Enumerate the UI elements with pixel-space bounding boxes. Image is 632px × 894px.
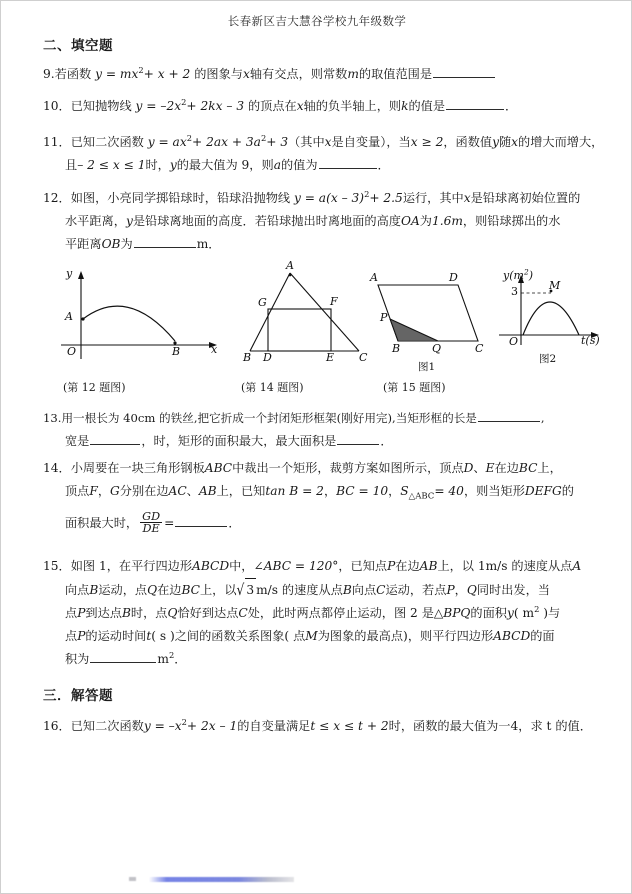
q13-line2-c: ． (380, 434, 393, 448)
q15-line5-b: m (157, 652, 169, 666)
figure-12-label-y: y (66, 267, 73, 280)
q15-line2-b: 运动，点 (98, 583, 148, 597)
q14-number: 14． (43, 461, 71, 475)
q11-var-a: a (273, 158, 281, 172)
q14-line2-d: 、 (186, 484, 199, 498)
q15-var-y: y (506, 606, 514, 620)
question-12 (43, 187, 598, 256)
q14-fraction-GD-DE (140, 511, 162, 536)
q11-cond1: x ≥ 2 (410, 135, 444, 149)
question-10 (43, 95, 588, 118)
figure-15b-name: 图2 (539, 353, 557, 365)
q15-text-a: 如图 1，在平行四边形 (70, 559, 193, 573)
q10-text-e: ． (505, 99, 518, 113)
q9-var-x: x (242, 67, 250, 81)
q14-line2-f: ， (323, 484, 337, 498)
q10-text-a: 已知抛物线 (70, 99, 132, 113)
q12-line2-c: 为 (419, 214, 432, 228)
q12-line3-b: 为 (120, 237, 133, 251)
q14-point-D: D (463, 461, 474, 475)
q9-answer-blank[interactable] (433, 65, 495, 78)
q12-line2-d: ，则铅球掷出的水 (462, 214, 561, 228)
q15-line5-c: ． (174, 652, 187, 666)
q13-text-a: 用一根长为 40cm 的铁丝,把它折成一个封闭矩形框架(刚好用完),当矩形框的长是 (61, 411, 477, 425)
q14-text-d: 在边 (494, 461, 519, 475)
q9-number: 9. (43, 67, 55, 81)
figure-14-label-B: B (243, 351, 252, 364)
figure-12-label-B: B (172, 345, 181, 358)
figure-15-label-D: D (449, 271, 458, 284)
q16-number: 16． (43, 719, 71, 733)
q11-var-x2: x (511, 135, 519, 149)
q15-seg-AB: AB (419, 559, 438, 573)
q16-formula: y = –x (143, 719, 182, 733)
q10-var-k: k (401, 99, 409, 113)
q12-formula-b: (x – 3) (326, 191, 365, 205)
figure-12-label-A: A (65, 310, 73, 323)
q11-line2-e: ． (377, 158, 390, 172)
q14-text-a: 小周要在一块三角形钢板 (70, 461, 205, 475)
q12-answer-blank[interactable] (134, 235, 196, 248)
q10-formula-exp: 2 (181, 96, 187, 107)
q14-triangle: ABC (204, 461, 233, 475)
figure-14-caption: (第 14 题图) (241, 381, 304, 394)
q12-seg-oa: OA (400, 214, 420, 228)
q14-tanB: tan B = 2 (265, 484, 324, 498)
q11-formula: y = ax (147, 135, 187, 149)
q10-text-c: 轴的负半轴上，则 (303, 99, 402, 113)
q11-var-y: y (492, 135, 499, 149)
q12-line2-a: 水平距离， (65, 214, 126, 228)
figure-14-label-D: D (263, 351, 272, 364)
figure-15-label-P: P (380, 311, 388, 324)
q11-text-e: 随 (498, 135, 512, 149)
q12-number: 12． (43, 191, 71, 205)
figure-question-15-fig2 (481, 263, 611, 373)
q15-ABCD2: ABCD (493, 629, 531, 643)
q15-text-c: ，已知点 (338, 559, 388, 573)
page-header: 长春新区吉大慧谷学校九年级数学 (227, 14, 407, 28)
q10-number: 10． (43, 99, 71, 113)
figure-15-caption: (第 15 题图) (383, 381, 446, 394)
figure-14-label-A: A (286, 259, 294, 272)
q15-line2-h: ， (454, 583, 467, 597)
figure-15-fig1-name: 图1 (418, 361, 436, 373)
q9-text-b: 的图象与 (194, 67, 243, 81)
q15-line3-g: 与 (547, 606, 561, 620)
figure-14-label-G: G (258, 296, 267, 309)
question-14 (43, 457, 603, 538)
q11-answer-blank[interactable] (319, 156, 377, 169)
question-15 (43, 555, 603, 671)
q14-BC-len: BC = 10 (336, 484, 389, 498)
q9-var-m: m (347, 67, 359, 81)
q12-value: 1.6m (431, 214, 463, 228)
figure-14-label-C: C (359, 351, 368, 364)
q11-formula-exp1: 2 (186, 132, 192, 143)
q10-text-b: 的顶点在 (247, 99, 297, 113)
q16-text-c: 时，函数的最大值为一4，求 t 的值． (388, 719, 592, 733)
q13-number: 13. (43, 411, 62, 425)
q12-formula-exp: 2 (364, 188, 370, 199)
q11-line2-b: 时， (145, 158, 170, 172)
q11-text-f: 的增大而增大， (518, 135, 604, 149)
q9-text-c: 轴有交点，则常数 (249, 67, 348, 81)
q14-text-b: 中裁出一个矩形，裁剪方案如图所示，顶点 (232, 461, 464, 475)
q11-text-d: ，函数值 (443, 135, 493, 149)
q15-line2-c: 在边 (157, 583, 182, 597)
figure-15-label-B: B (392, 342, 401, 355)
q15-line4-a: 点 (65, 629, 78, 643)
section-title-answer: 三．解答题 (43, 688, 113, 704)
section-title-fill-in-blank: 二、填空题 (43, 38, 113, 54)
q15-line3-f: 的面积 (470, 606, 507, 620)
q12-text-c: 是铅球离初始位置的 (470, 191, 581, 205)
q12-seg-ob: OB (101, 237, 121, 251)
q11-formula-exp2: 2 (260, 132, 267, 143)
q11-text-a: 已知二次函数 (70, 135, 144, 149)
q12-var-x: x (463, 191, 471, 205)
q14-line2-g: ， (388, 484, 401, 498)
q12-var-y: y (125, 214, 133, 228)
q15-text-e: 上，以 1m/s 的速度从点 (437, 559, 573, 573)
q15-line2-g: 运动，若点 (385, 583, 447, 597)
q14-point-G: G (110, 484, 120, 498)
q12-line2-b: 是铅球离地面的高度．若铅球抛出时离地面的高度 (132, 214, 401, 228)
figure-12-label-x: x (211, 343, 218, 356)
q15-point-Q: Q (147, 583, 158, 597)
q15-unit-exp: 2 (534, 603, 540, 614)
q14-line2-i: 的 (561, 484, 574, 498)
q15-point-P: P (387, 559, 396, 573)
q15-line2-i: 同时出发，当 (476, 583, 550, 597)
q14-answer-blank[interactable] (175, 514, 227, 527)
q15-number: 15． (43, 559, 71, 573)
q9-formula-b: + x + 2 (143, 67, 191, 81)
q14-frac-denominator: DE (142, 522, 160, 536)
q14-text-c: 、 (473, 461, 486, 475)
q15-line4-d: 为图象的最高点)，则平行四边形 (317, 629, 494, 643)
q15-angle: ∠ABC = 120° (253, 559, 339, 573)
q15-unit-close: ) (539, 606, 548, 620)
q11-line2-d: 的值为 (280, 158, 318, 172)
q11-text-c: 是自变量），当 (331, 135, 411, 149)
q12-formula-c: + 2.5 (369, 191, 403, 205)
q16-text-a: 已知二次函数 (70, 719, 144, 733)
figure-15b-label-M: M (549, 279, 561, 292)
q15-point-M: M (305, 629, 318, 643)
figure-15-label-A: A (370, 271, 378, 284)
q14-line3-b: = (164, 516, 175, 531)
q15-line2-a: 向点 (65, 583, 90, 597)
q15-answer-blank[interactable] (90, 650, 156, 663)
q15-var-t: t (146, 629, 152, 643)
figure-question-14 (243, 259, 376, 373)
q15-line4-e: 的面 (530, 629, 555, 643)
figure-question-15-fig1 (366, 269, 491, 374)
q11-formula-b: + 2ax + 3a (191, 135, 261, 149)
figure-12-caption: (第 12 题图) (63, 381, 126, 394)
q15-point-Q2: Q (466, 583, 477, 597)
q15-point-P2: P (446, 583, 455, 597)
q9-formula-exp: 2 (138, 64, 144, 75)
q9-text-a: 若函数 (54, 67, 92, 81)
q10-var-x: x (296, 99, 304, 113)
q15-point-Q3: Q (167, 606, 178, 620)
figure-12-label-origin: O (67, 345, 77, 358)
q15-sqrt3: 3 (245, 578, 256, 602)
q16-condition: t ≤ x ≤ t + 2 (310, 719, 389, 733)
q14-line2-h: ，则当矩形 (463, 484, 525, 498)
question-16 (43, 715, 603, 738)
figure-15b-axis-t: t(s) (581, 334, 600, 347)
q10-formula-b: + 2kx – 3 (186, 99, 245, 113)
figure-15b-tick-3: 3 (511, 285, 518, 298)
q13-line2-a: 宽是 (65, 434, 90, 448)
q11-number: 11． (43, 135, 71, 149)
q15-unit-m2: ( m (513, 606, 535, 620)
q16-formula-b: + 2x – 1 (186, 719, 238, 733)
q10-answer-blank[interactable] (446, 97, 504, 110)
q14-line2-c: 分别在边 (119, 484, 169, 498)
q14-rect-DEFG: DEFG (524, 484, 562, 498)
figures-row (1, 259, 632, 395)
q12-text-b: 运行，其中 (402, 191, 464, 205)
figure-15b-origin: O (509, 335, 519, 348)
q15-point-B3: B (121, 606, 131, 620)
q15-text-b: 中， (229, 559, 254, 573)
q14-text-e: 上， (537, 461, 562, 475)
q14-point-F: F (89, 484, 98, 498)
q15-seg-BC: BC (181, 583, 200, 597)
q15-line2-f: 向点 (351, 583, 377, 597)
q15-point-C2: C (238, 606, 248, 620)
q15-point-P4: P (77, 629, 86, 643)
figure-15-label-C: C (475, 342, 484, 355)
q13-line2-b: ，时，矩形的面积最大，最大面积是 (141, 434, 337, 448)
q14-line2-a: 顶点 (65, 484, 90, 498)
q15-line2-d: 上，以 (199, 583, 237, 597)
q15-line5-exp: 2 (168, 649, 175, 660)
q12-formula-a: y = a (293, 191, 327, 205)
q15-line3-c: 时，点 (130, 606, 168, 620)
q14-line2-e: 上，已知 (216, 484, 266, 498)
q14-area-sub: △ABC (408, 491, 435, 502)
q15-line4-c: 之间的函数关系图象( 点 (174, 629, 306, 643)
question-11 (43, 131, 604, 177)
q15-line3-a: 点 (65, 606, 78, 620)
figure-15b-axis-y: $y(m^2)$ (503, 267, 533, 282)
q15-point-C: C (376, 583, 386, 597)
q14-frac-numerator: GD (142, 509, 161, 523)
q14-area-val: = 40 (434, 484, 464, 498)
q16-formula-exp: 2 (181, 716, 187, 727)
q13-blank-length[interactable] (478, 409, 540, 422)
q9-text-d: 的取值范围是 (358, 67, 433, 81)
q14-line3-a: 面积最大时， (65, 516, 139, 531)
figure-14-label-F: F (330, 295, 338, 308)
sqrt-icon: √ (236, 581, 245, 599)
q15-ABCD: ABCD (192, 559, 230, 573)
q15-line2-e: m/s 的速度从点 (256, 583, 343, 597)
q15-line3-b: 到达点 (85, 606, 122, 620)
q15-point-B2: B (342, 583, 352, 597)
q12-text-a: 如图，小亮同学掷铅球时，铅球沿抛物线 (70, 191, 291, 205)
q15-line5-a: 积为 (65, 652, 90, 666)
q11-formula-c: + 3 (266, 135, 289, 149)
q15-point-A: A (572, 559, 582, 573)
q9-formula: y = mx (95, 67, 139, 81)
question-9 (43, 63, 588, 86)
q15-point-B: B (89, 583, 99, 597)
q15-line3-d: 恰好到达点 (177, 606, 239, 620)
q14-line3-c: ． (228, 516, 241, 531)
q14-point-E: E (485, 461, 495, 475)
q12-line3-c: m． (196, 237, 221, 251)
figure-12-svg (53, 263, 231, 373)
q14-seg-AC: AC (168, 484, 187, 498)
q14-seg-AB: AB (198, 484, 217, 498)
q11-line2-c: 的最大值为 9，则 (176, 158, 274, 172)
q15-point-P3: P (77, 606, 86, 620)
q10-formula: y = –2x (135, 99, 182, 113)
q14-area-S: S (400, 484, 409, 498)
question-13 (43, 407, 603, 453)
q14-line2-b: ， (97, 484, 111, 498)
q11-var-y2: y (169, 158, 177, 172)
q15-unit-s: ( s ) (151, 629, 175, 643)
watermark-link-artifact (149, 877, 294, 882)
q15-line4-b: 的运动时间 (85, 629, 147, 643)
q12-line3-a: 平距离 (65, 237, 102, 251)
q11-text-b: （其中 (288, 135, 325, 149)
q13-blank-width[interactable] (90, 432, 140, 445)
q11-cond2: – 2 ≤ x ≤ 1 (77, 158, 146, 172)
q11-line2-a: 且 (65, 158, 78, 172)
q15-line3-e: 处，此时两点都停止运动，图 2 是 (247, 606, 434, 620)
figure-14-label-E: E (326, 351, 335, 364)
q10-text-d: 的值是 (408, 99, 446, 113)
figure-15-label-Q: Q (432, 342, 442, 355)
q16-text-b: 的自变量满足 (237, 719, 311, 733)
figure-question-12 (53, 263, 231, 373)
q14-seg-BC: BC (518, 461, 538, 475)
q11-var-x: x (324, 135, 332, 149)
watermark-artifact-dot (129, 877, 136, 881)
q13-text-b: , (540, 411, 545, 425)
q15-tri-BPQ: △BPQ (433, 606, 471, 620)
q13-blank-area[interactable] (337, 432, 379, 445)
q15-text-d: 在边 (395, 559, 420, 573)
